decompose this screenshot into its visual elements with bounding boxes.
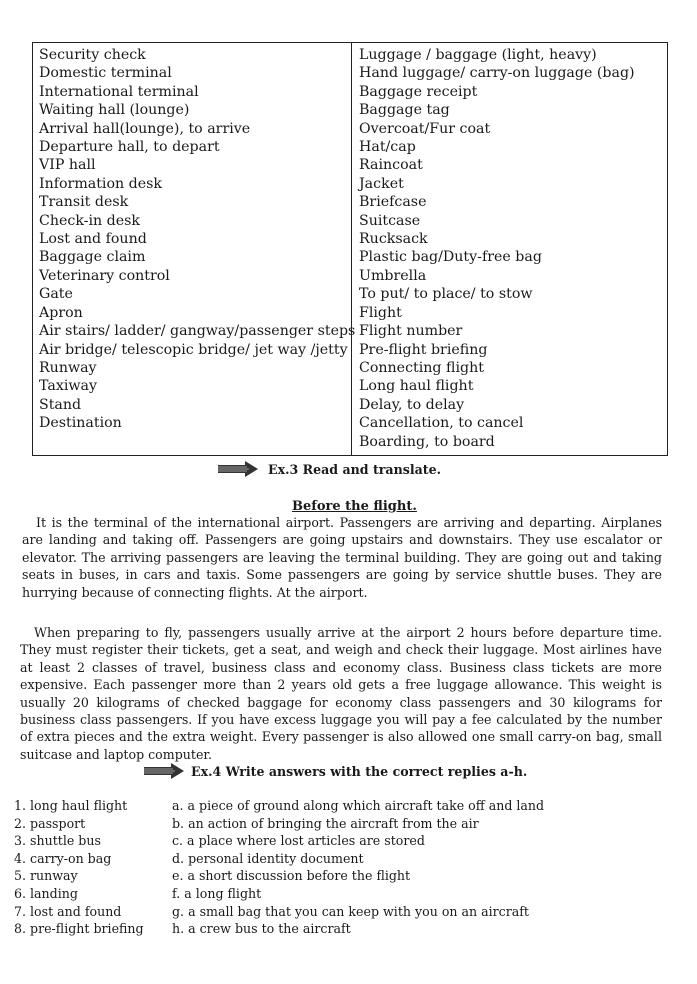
list-item: d. personal identity document bbox=[172, 850, 364, 866]
vocab-term: Boarding, to board bbox=[359, 433, 495, 450]
vocab-term: Pre-flight briefing bbox=[359, 341, 488, 358]
vocab-term: Gate bbox=[39, 286, 73, 303]
vocab-term: Delay, to delay bbox=[359, 396, 465, 413]
vocab-term: Transit desk bbox=[39, 194, 129, 211]
list-item: 3. shuttle bus bbox=[14, 833, 101, 849]
vocab-term: Hand luggage/ carry-on luggage (bag) bbox=[359, 65, 635, 82]
vocab-term: Cancellation, to cancel bbox=[359, 415, 524, 432]
reading-paragraph-2: When preparing to fly, passengers usually arrive at the airport 2 hours before departure time. They must register their tickets, get a seat, and weigh and check their luggage. Most airlines have at least 2 classes of travel, business class and economy class. Business class tickets are more expensive. Each passenger more than 2 years old gets a free luggage allowance. This weight is usually 20 kilograms of checked baggage for economy class passengers and 30 kilograms for business class passengers. If you have excess luggage you will pay a fee calculated by the number of extra pieces and the extra weight. Every passenger is also allowed one small carry-on bag, small suitcase and laptop computer. bbox=[20, 625, 662, 762]
vocab-term: Jacket bbox=[359, 175, 404, 192]
vocab-term: Briefcase bbox=[359, 194, 427, 211]
list-item: 8. pre-flight briefing bbox=[14, 921, 144, 937]
vocabulary-left-column bbox=[39, 46, 355, 433]
vocab-term: Luggage / baggage (light, heavy) bbox=[359, 47, 597, 63]
text-title: Before the flight. bbox=[292, 499, 417, 514]
arrow-right-icon bbox=[217, 461, 259, 477]
vocab-term: Destination bbox=[39, 415, 122, 432]
vocab-term: Domestic terminal bbox=[39, 65, 172, 82]
vocab-term: Stand bbox=[39, 396, 82, 413]
vocab-term: Long haul flight bbox=[359, 378, 474, 395]
vocab-term: Air bridge/ telescopic bridge/ jet way /jetty bbox=[39, 341, 348, 358]
vocab-term: Apron bbox=[39, 304, 83, 321]
list-item: 2. passport bbox=[14, 815, 86, 831]
vocab-term: Flight bbox=[359, 304, 402, 321]
matching-terms-list bbox=[14, 797, 144, 938]
list-item: h. a crew bus to the aircraft bbox=[172, 921, 351, 937]
ex4-heading: Ex.4 Write answers with the correct replies a-h. bbox=[191, 764, 528, 779]
list-item: 6. landing bbox=[14, 885, 78, 901]
vocab-term: Taxiway bbox=[39, 378, 97, 395]
vocab-term: Lost and found bbox=[39, 231, 147, 248]
arrow-right-icon bbox=[143, 763, 185, 779]
vocab-term: Departure hall, to depart bbox=[39, 139, 220, 156]
vocab-term: Check-in desk bbox=[39, 212, 141, 229]
vocab-term: Suitcase bbox=[359, 212, 421, 229]
vocab-term: International terminal bbox=[39, 83, 199, 100]
list-item: a. a piece of ground along which aircraft take off and land bbox=[172, 798, 545, 813]
vocab-term: Plastic bag/Duty-free bag bbox=[359, 249, 542, 266]
vocab-term: Information desk bbox=[39, 175, 163, 192]
list-item: f. a long flight bbox=[172, 885, 262, 901]
vocab-term: Arrival hall(lounge), to arrive bbox=[39, 120, 251, 137]
vocab-term: Baggage receipt bbox=[359, 83, 478, 100]
reading-paragraph-1: It is the terminal of the international airport. Passengers are arriving and departing. Airplanes are landing and taking off. Passengers are going upstairs and downstairs. They use escalator or elevator. The arriving passengers are leaving the terminal building. They are going out and taking seats in buses, in cars and taxis. Some passengers are going by service shuttle buses. They are hurrying because of connecting flights. At the airport. bbox=[22, 515, 662, 600]
vocab-term: To put/ to place/ to stow bbox=[359, 286, 533, 303]
vocab-term: Raincoat bbox=[359, 157, 423, 174]
vocab-term: Security check bbox=[39, 47, 146, 63]
list-item: 4. carry-on bag bbox=[14, 850, 112, 866]
list-item: 1. long haul flight bbox=[14, 798, 128, 813]
vocab-term: Baggage tag bbox=[359, 102, 450, 119]
vocabulary-right-column bbox=[359, 46, 635, 451]
list-item: g. a small bag that you can keep with you on an aircraft bbox=[172, 903, 529, 919]
vocab-term: Hat/cap bbox=[359, 139, 416, 156]
list-item: e. a short discussion before the flight bbox=[172, 868, 411, 884]
vocab-term: Baggage claim bbox=[39, 249, 146, 266]
vocab-term: Flight number bbox=[359, 323, 463, 340]
list-item: b. an action of bringing the aircraft from the air bbox=[172, 815, 479, 831]
vocab-term: Overcoat/Fur coat bbox=[359, 120, 491, 137]
list-item: 5. runway bbox=[14, 868, 78, 884]
vocab-term: Umbrella bbox=[359, 267, 427, 284]
vocabulary-table bbox=[32, 42, 668, 456]
vocab-term: Rucksack bbox=[359, 231, 428, 248]
matching-definitions-list bbox=[172, 797, 544, 938]
vocab-term: Connecting flight bbox=[359, 359, 484, 376]
vocab-term: Runway bbox=[39, 359, 97, 376]
list-item: 7. lost and found bbox=[14, 903, 122, 919]
vocab-term: Air stairs/ ladder/ gangway/passenger steps bbox=[39, 323, 356, 340]
list-item: c. a place where lost articles are stored bbox=[172, 833, 425, 849]
ex3-heading: Ex.3 Read and translate. bbox=[268, 462, 441, 477]
vocab-term: Veterinary control bbox=[39, 267, 170, 284]
vocab-term: Waiting hall (lounge) bbox=[39, 102, 190, 119]
vocab-term: VIP hall bbox=[39, 157, 96, 174]
